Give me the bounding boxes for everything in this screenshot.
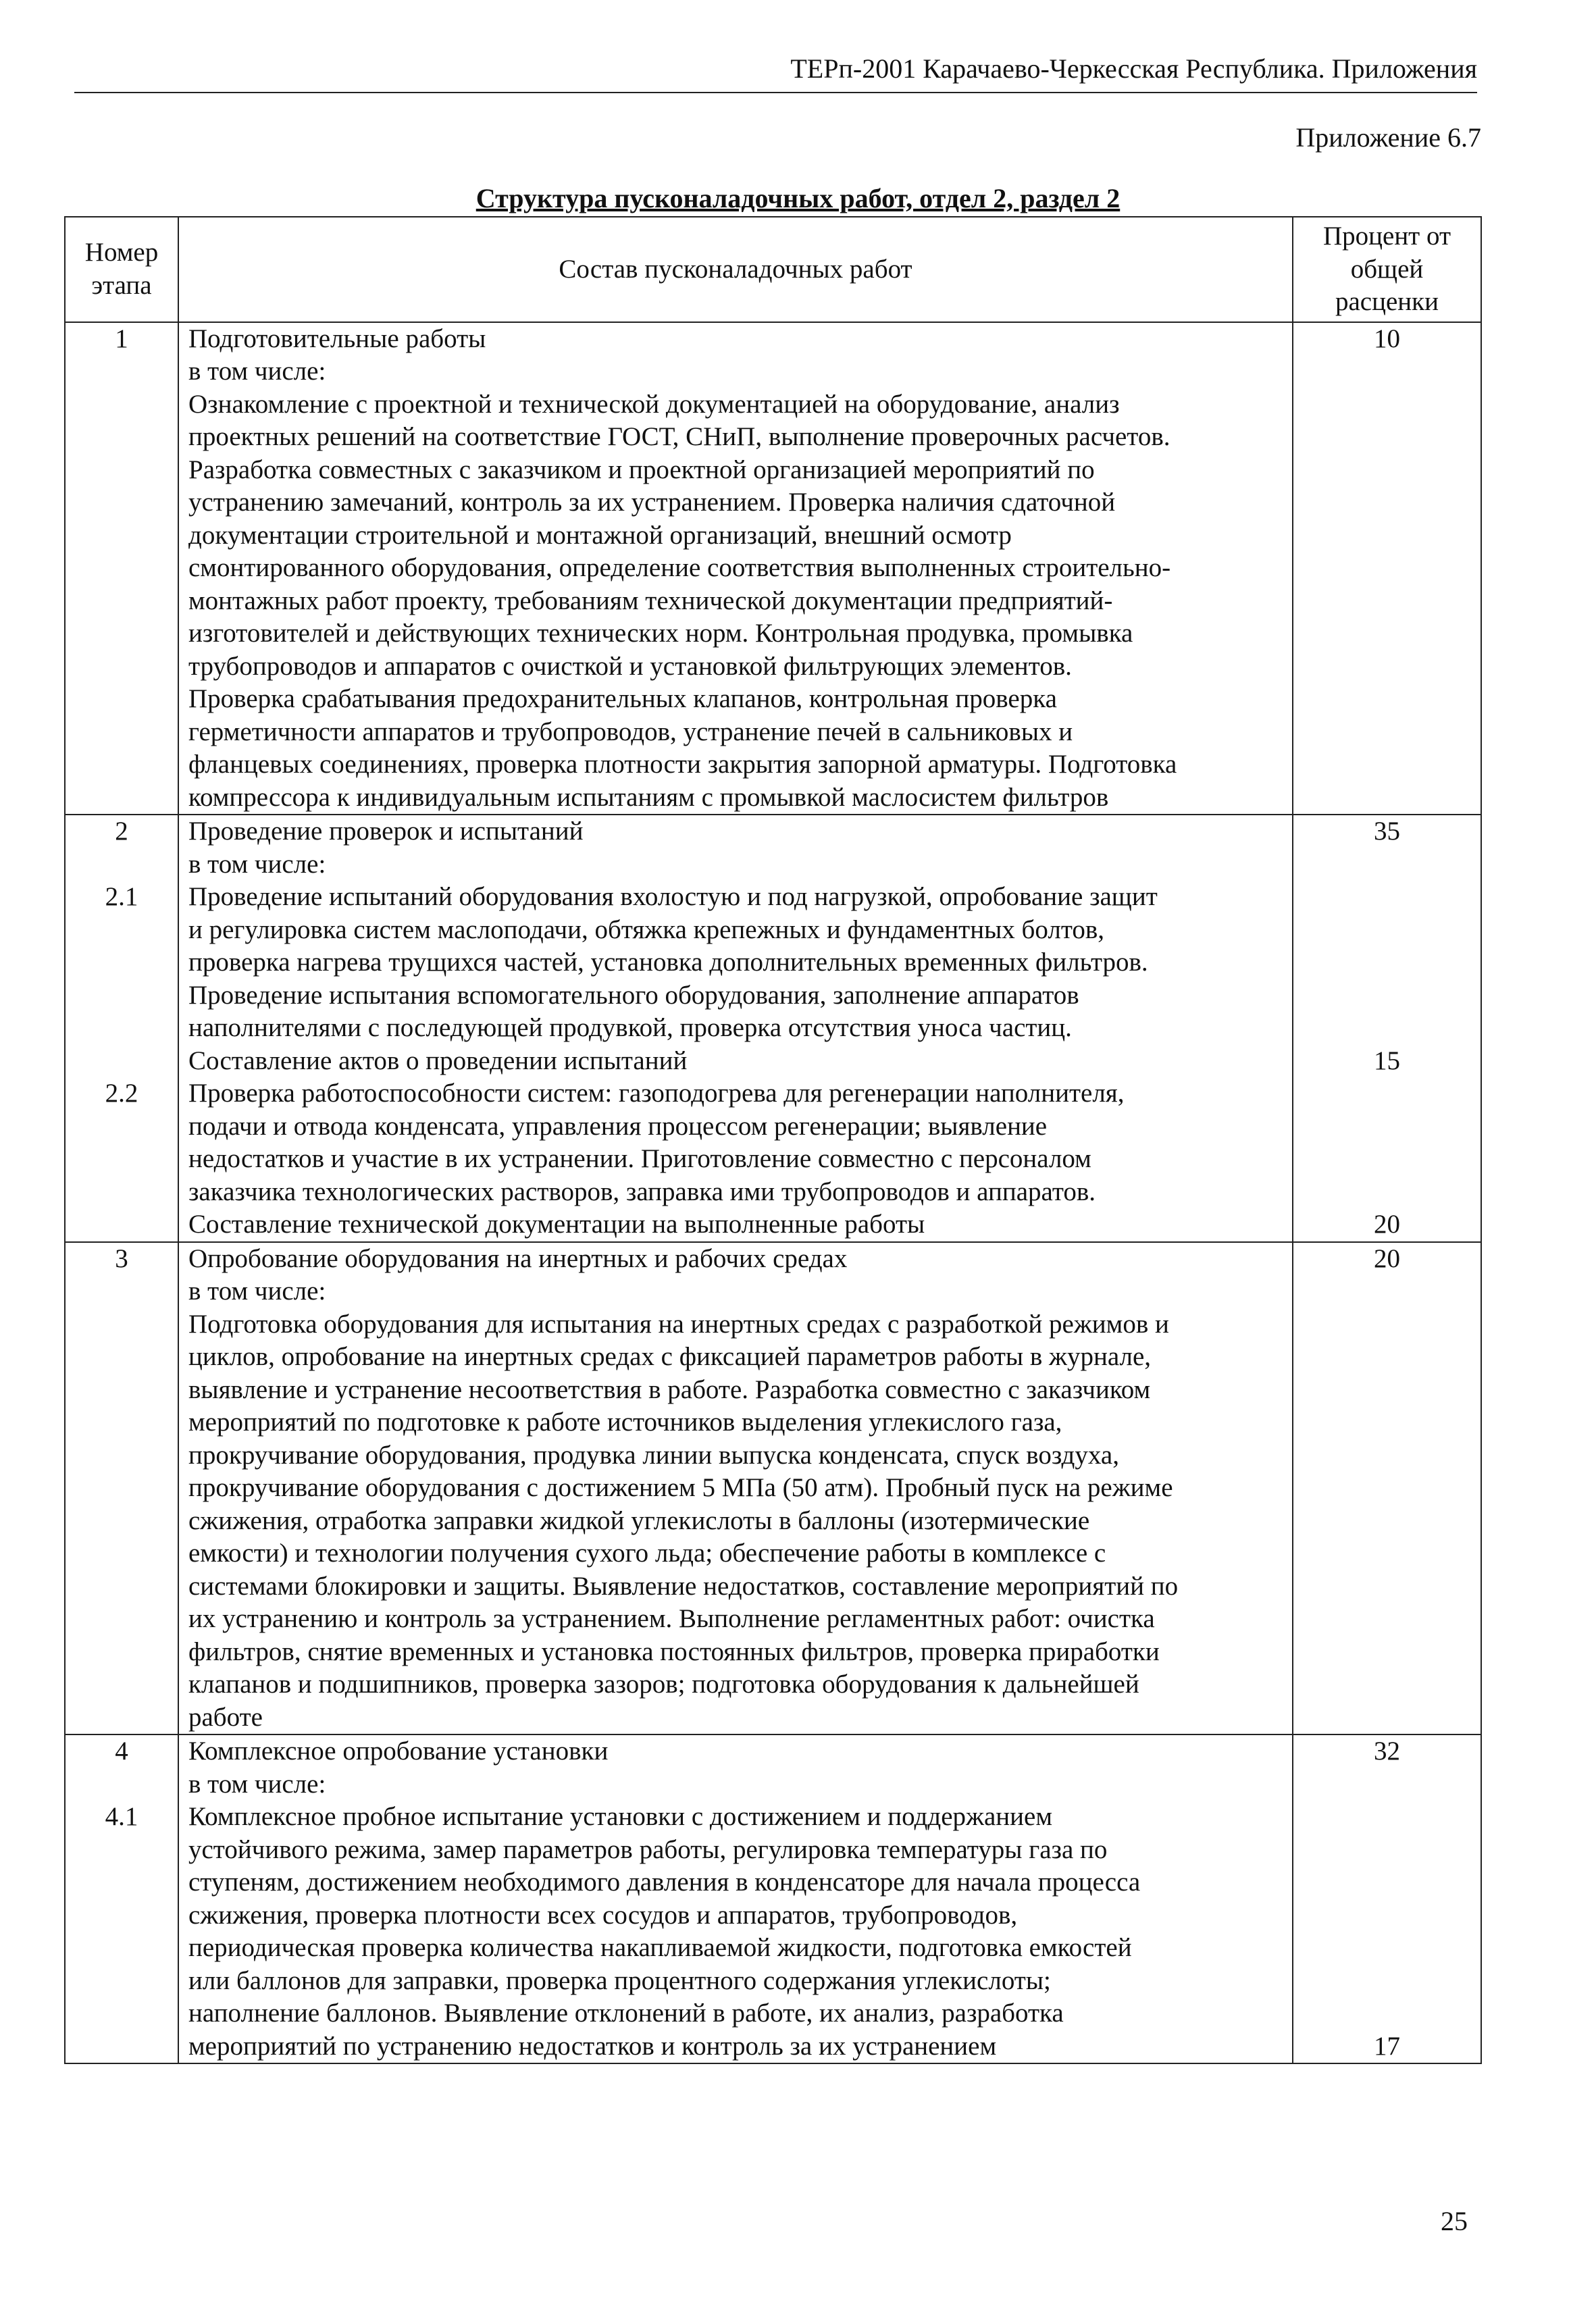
percent-value: 32 bbox=[1374, 1737, 1400, 1766]
percent-value bbox=[1293, 1866, 1481, 1899]
description-line: герметичности аппаратов и трубопроводов, устранение печей в сальниковых и bbox=[188, 717, 1073, 746]
description-line: сжижения, отработка заправки жидкой углекислоты в баллоны (изотермические bbox=[188, 1506, 1090, 1535]
percent-value bbox=[1293, 848, 1481, 881]
percent-value bbox=[1293, 1143, 1481, 1176]
description-line: мероприятий по подготовке к работе источников выделения углекислого газа, bbox=[188, 1408, 1062, 1437]
stage-number bbox=[66, 1768, 178, 1801]
stage-number bbox=[66, 848, 178, 881]
description-line: прокручивание оборудования с достижением 5 МПа (50 атм). Пробный пуск на режиме bbox=[188, 1473, 1173, 1502]
description-line: проектных решений на соответствие ГОСТ, СНиП, выполнение проверочных расчетов. bbox=[188, 422, 1170, 451]
description-line: документации строительной и монтажной организаций, внешний осмотр bbox=[188, 520, 1012, 550]
description-line: Проверка работоспособности систем: газоподогрева для регенерации наполнителя, bbox=[188, 1079, 1125, 1108]
description-line: Составление технической документации на выполненные работы bbox=[188, 1210, 925, 1239]
stage-number bbox=[66, 946, 178, 979]
percent-value bbox=[1293, 1012, 1481, 1045]
works-description-cell bbox=[178, 1242, 1293, 1735]
description-line: Подготовка оборудования для испытания на инертных средах с разработкой режимов и bbox=[188, 1309, 1169, 1339]
description-line: и регулировка систем маслоподачи, обтяжка крепежных и фундаментных болтов, bbox=[188, 915, 1105, 944]
works-description-cell bbox=[178, 1734, 1293, 2063]
description-line: периодическая проверка количества накапливаемой жидкости, подготовка емкостей bbox=[188, 1933, 1132, 1962]
description-line: наполнение баллонов. Выявление отклонений в работе, их анализ, разработка bbox=[188, 1999, 1064, 2028]
percent-value bbox=[1293, 881, 1481, 914]
percent-value: 20 bbox=[1374, 1210, 1400, 1239]
description-line: фильтров, снятие временных и установка постоянных фильтров, проверка приработки bbox=[188, 1637, 1160, 1666]
description-line: их устранению и контроль за устранением. Выполнение регламентных работ: очистка bbox=[188, 1604, 1155, 1633]
description-line: недостатков и участие в их устранении. Приготовление совместно с персоналом bbox=[188, 1144, 1091, 1173]
description-line: сжижения, проверка плотности всех сосудов и аппаратов, трубопроводов, bbox=[188, 1900, 1018, 1930]
stage-number bbox=[66, 1045, 178, 1078]
description-line: Ознакомление с проектной и технической документацией на оборудование, анализ bbox=[188, 389, 1120, 419]
description-line: Разработка совместных с заказчиком и проектной организацией мероприятий по bbox=[188, 455, 1095, 484]
percent-value bbox=[1293, 1965, 1481, 1998]
appendix-label: Приложение 6.7 bbox=[1295, 122, 1481, 153]
description-line: Проверка срабатывания предохранительных клапанов, контрольная проверка bbox=[188, 684, 1057, 713]
description-line: или баллонов для заправки, проверка процентного содержания углекислоты; bbox=[188, 1965, 1051, 1995]
description-line: устранению замечаний, контроль за их устранением. Проверка наличия сдаточной bbox=[188, 488, 1116, 517]
works-structure-table bbox=[64, 216, 1482, 2064]
stage-number bbox=[66, 914, 178, 947]
description-line: устойчивого режима, замер параметров работы, регулировка температуры газа по bbox=[188, 1834, 1108, 1864]
percent-cell bbox=[1293, 1734, 1481, 2063]
description-line: Подготовительные работы bbox=[188, 324, 486, 353]
description-line: циклов, опробование на инертных средах с фиксацией параметров работы в журнале, bbox=[188, 1342, 1152, 1371]
description-line: Комплексное пробное испытание установки с достижением и поддержанием bbox=[188, 1802, 1053, 1831]
description-line: мероприятий по устранению недостатков и контроль за их устранением bbox=[188, 2031, 997, 2061]
stage-number: 4.1 bbox=[105, 1802, 138, 1831]
percent-value bbox=[1293, 979, 1481, 1012]
stage-number-cell bbox=[65, 815, 178, 1242]
page-number: 25 bbox=[1441, 2206, 1468, 2236]
description-line: в том числе: bbox=[188, 849, 326, 879]
header-line: общей bbox=[1350, 254, 1424, 284]
description-line: компрессора к индивидуальным испытаниям с промывкой маслосистем фильтров bbox=[188, 782, 1109, 812]
description-line: клапанов и подшипников, проверка зазоров; подготовка оборудования к дальнейшей bbox=[188, 1670, 1139, 1699]
description-line: в том числе: bbox=[188, 1769, 326, 1799]
description-line: трубопроводов и аппаратов с очисткой и установкой фильтрующих элементов. bbox=[188, 651, 1072, 681]
stage-number: 2.1 bbox=[105, 882, 138, 911]
percent-value bbox=[1293, 1176, 1481, 1209]
description-line: системами блокировки и защиты. Выявление недостатков, составление мероприятий по bbox=[188, 1571, 1179, 1601]
table-title: Структура пусконаладочных работ, отдел 2, раздел 2 bbox=[475, 183, 1121, 213]
description-line: заказчика технологических растворов, заправка ими трубопроводов и аппаратов. bbox=[188, 1177, 1096, 1206]
percent-value: 35 bbox=[1374, 817, 1400, 846]
description-line: емкости) и технологии получения сухого льда; обеспечение работы в комплексе с bbox=[188, 1539, 1106, 1568]
percent-value bbox=[1293, 1768, 1481, 1801]
percent-value bbox=[1293, 914, 1481, 947]
content-column-header: Состав пусконаладочных работ bbox=[178, 217, 1293, 322]
percent-value bbox=[1293, 1899, 1481, 1932]
percent-value: 17 bbox=[1374, 2031, 1400, 2061]
description-line: ступеням, достижением необходимого давления в конденсаторе для начала процесса bbox=[188, 1868, 1141, 1897]
description-line: Опробование оборудования на инертных и рабочих средах bbox=[188, 1243, 848, 1273]
description-line: подачи и отвода конденсата, управления процессом регенерации; выявление bbox=[188, 1111, 1048, 1141]
stage-number bbox=[66, 1012, 178, 1045]
table-body bbox=[65, 322, 1481, 2064]
percent-value bbox=[1293, 946, 1481, 979]
stage-number: 3 bbox=[115, 1243, 128, 1273]
percent-value bbox=[1293, 1801, 1481, 1834]
description-line: фланцевых соединениях, проверка плотности закрытия запорной арматуры. Подготовка bbox=[188, 750, 1177, 779]
running-header: ТЕРп-2001 Карачаево-Черкесская Республика. Приложения bbox=[74, 53, 1477, 93]
description-line: Проведение проверок и испытаний bbox=[188, 817, 584, 846]
stage-number-cell bbox=[65, 1242, 178, 1735]
description-line: Составление актов о проведении испытаний bbox=[188, 1046, 688, 1075]
description-line: в том числе: bbox=[188, 1277, 326, 1306]
table-row bbox=[65, 1242, 1481, 1735]
percent-column-header bbox=[1293, 217, 1481, 322]
header-line: этапа bbox=[91, 270, 152, 300]
description-line: Комплексное опробование установки bbox=[188, 1737, 609, 1766]
description-line: наполнителями с последующей продувкой, проверка отсутствия уноса частиц. bbox=[188, 1013, 1072, 1042]
percent-cell bbox=[1293, 815, 1481, 1242]
stage-column-header bbox=[65, 217, 178, 322]
description-line: проверка нагрева трущихся частей, установка дополнительных временных фильтров. bbox=[188, 948, 1148, 977]
percent-value: 15 bbox=[1374, 1046, 1400, 1075]
description-line: смонтированного оборудования, определение соответствия выполненных строительно- bbox=[188, 553, 1171, 582]
stage-number: 2.2 bbox=[105, 1079, 138, 1108]
description-line: прокручивание оборудования, продувка линии выпуска конденсата, спуск воздуха, bbox=[188, 1440, 1119, 1470]
stage-number-cell bbox=[65, 1734, 178, 2063]
stage-number: 2 bbox=[115, 817, 128, 846]
header-line: Номер bbox=[84, 238, 159, 267]
table-row bbox=[65, 815, 1481, 1242]
stage-number bbox=[66, 979, 178, 1012]
percent-value bbox=[1293, 1077, 1481, 1110]
percent-cell bbox=[1293, 1242, 1481, 1735]
header-line: Процент от bbox=[1322, 222, 1451, 251]
works-description-cell bbox=[178, 322, 1293, 815]
stage-number: 1 bbox=[115, 324, 128, 353]
description-line: Проведение испытания вспомогательного оборудования, заполнение аппаратов bbox=[188, 980, 1079, 1010]
works-description-cell bbox=[178, 815, 1293, 1242]
header-line: расценки bbox=[1335, 287, 1439, 316]
percent-value bbox=[1293, 1932, 1481, 1965]
percent-value bbox=[1293, 1110, 1481, 1143]
percent-value: 10 bbox=[1374, 324, 1400, 353]
percent-value bbox=[1293, 1997, 1481, 2030]
description-line: монтажных работ проекту, требованиям технической документации предприятий- bbox=[188, 586, 1113, 615]
description-line: Проведение испытаний оборудования вхолостую и под нагрузкой, опробование защит bbox=[188, 882, 1158, 911]
percent-value: 20 bbox=[1374, 1243, 1400, 1273]
percent-value bbox=[1293, 1834, 1481, 1867]
percent-cell bbox=[1293, 322, 1481, 815]
description-line: работе bbox=[188, 1702, 263, 1732]
description-line: выявление и устранение несоответствия в работе. Разработка совместно с заказчиком bbox=[188, 1374, 1151, 1404]
stage-number-cell bbox=[65, 322, 178, 815]
description-line: в том числе: bbox=[188, 357, 326, 386]
table-header-row bbox=[65, 217, 1481, 322]
stage-number: 4 bbox=[115, 1737, 128, 1766]
table-row bbox=[65, 322, 1481, 815]
table-row bbox=[65, 1734, 1481, 2063]
description-line: изготовителей и действующих технических норм. Контрольная продувка, промывка bbox=[188, 619, 1133, 648]
